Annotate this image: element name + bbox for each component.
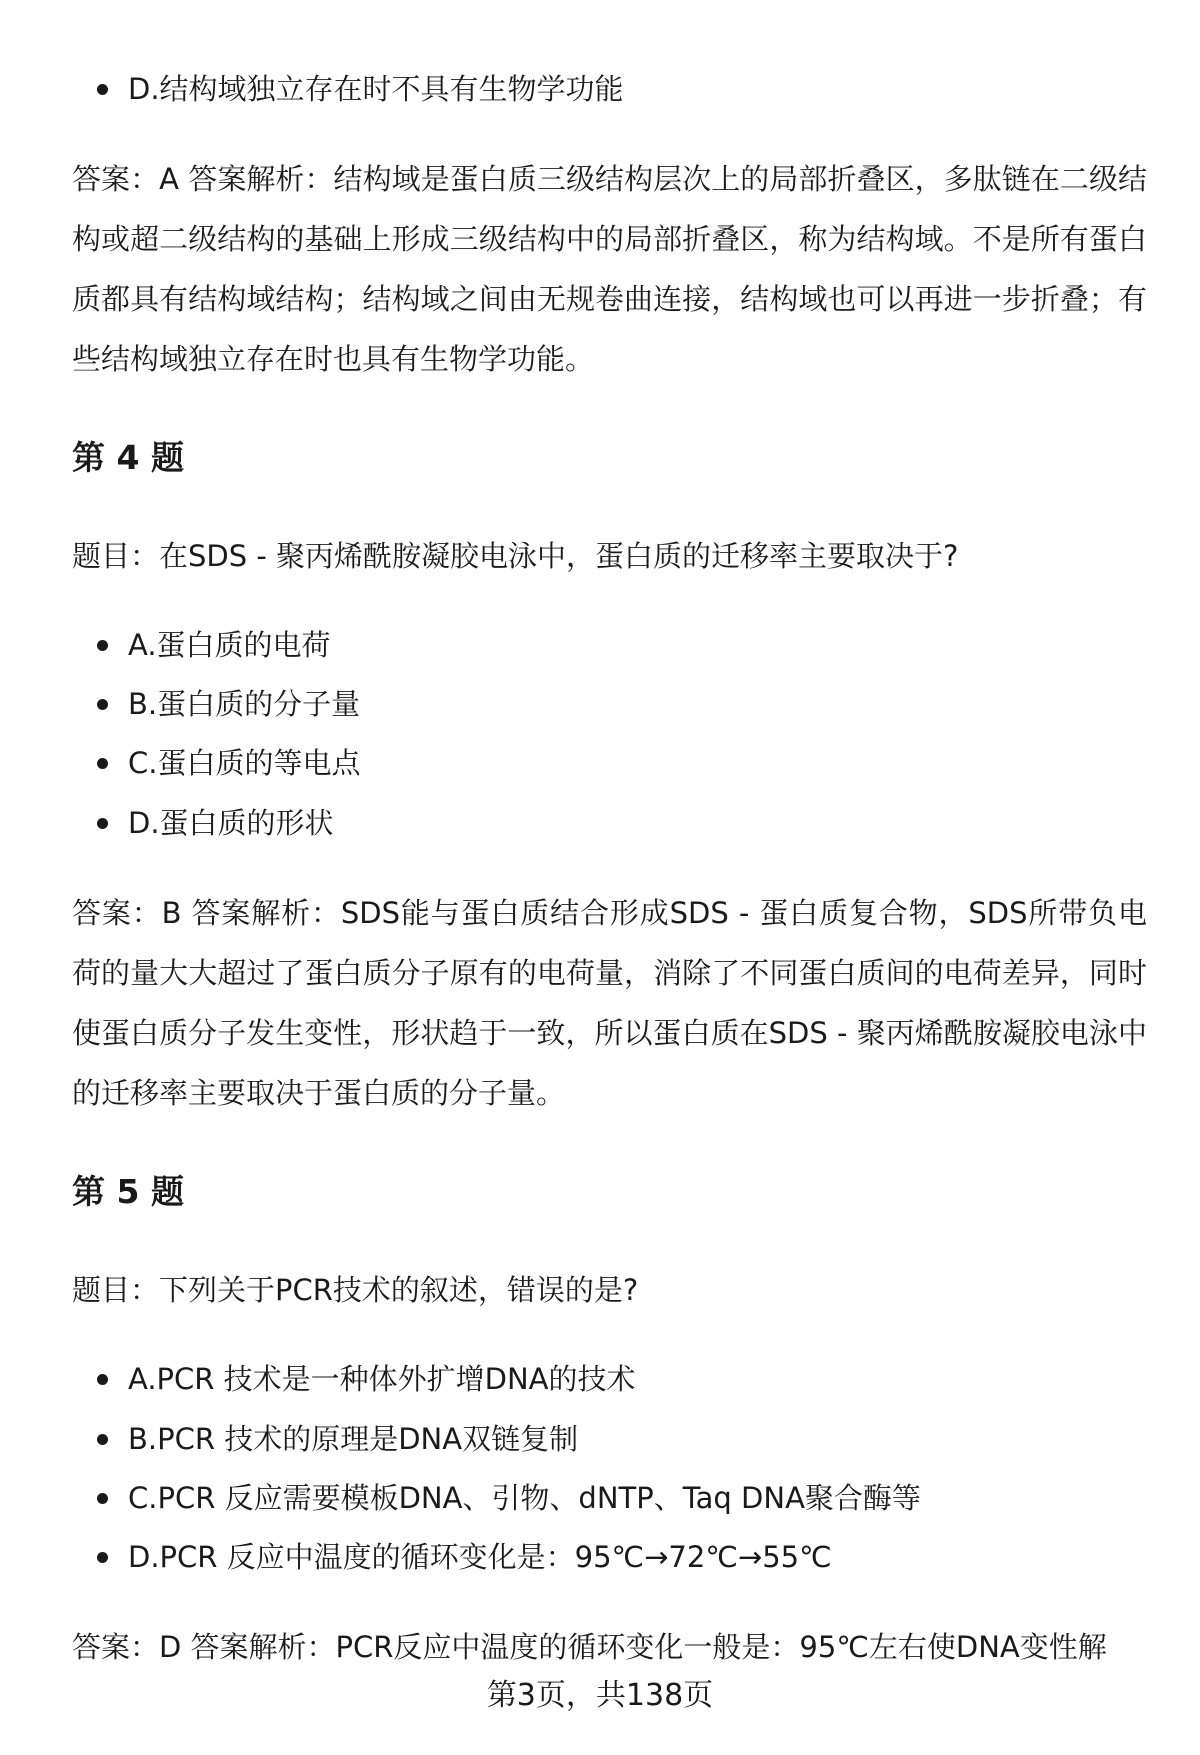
- bullet-icon: [97, 699, 108, 710]
- q3-answer: 答案：A 答案解析：结构域是蛋白质三级结构层次上的局部折叠区，多肽链在二级结构或超二级结构的基础上形成三级结构中的局部折叠区，称为结构域。不是所有蛋白质都具有结构域结构；结构域之间由无规卷曲连接，结构域也可以再进一步折叠；有些结构域独立存在时也具有生物学功能。: [72, 162, 1147, 376]
- bullet-icon: [97, 1434, 108, 1445]
- q5-option-b: B.PCR 技术的原理是DNA双链复制: [128, 1422, 579, 1456]
- q4-option-c: C.蛋白质的等电点: [128, 746, 361, 780]
- q4-answer: 答案：B 答案解析：SDS能与蛋白质结合形成SDS - 蛋白质复合物，SDS所带负电荷的量大大超过了蛋白质分子原有的电荷量，消除了不同蛋白质间的电荷差异，同时使蛋白质分子发生变性，形状趋于一致，所以蛋白质在SDS - 聚丙烯酰胺凝胶电泳中的迁移率主要取决于蛋白质的分子量。: [72, 896, 1147, 1110]
- q5-answer: 答案：D 答案解析：PCR反应中温度的循环变化一般是：95℃左右使DNA变性解: [72, 1630, 1107, 1664]
- q4-option-a: A.蛋白质的电荷: [128, 628, 331, 662]
- bullet-icon: [97, 84, 108, 95]
- q5-option-d: D.PCR 反应中温度的循环变化是：95℃→72℃→55℃: [128, 1540, 832, 1574]
- q4-heading: 第 4 题: [72, 438, 184, 477]
- q5-option-c: C.PCR 反应需要模板DNA、引物、dNTP、Taq DNA聚合酶等: [128, 1481, 921, 1515]
- q4-option-b: B.蛋白质的分子量: [128, 687, 361, 721]
- q4-option-d: D.蛋白质的形状: [128, 806, 334, 840]
- q5-heading: 第 5 题: [72, 1172, 184, 1211]
- page-indicator: 第3页，共138页: [486, 1678, 714, 1713]
- q4-question: 题目：在SDS - 聚丙烯酰胺凝胶电泳中，蛋白质的迁移率主要取决于?: [72, 539, 959, 573]
- bullet-icon: [97, 818, 108, 829]
- q5-option-a: A.PCR 技术是一种体外扩增DNA的技术: [128, 1362, 636, 1396]
- q3-option-d: D.结构域独立存在时不具有生物学功能: [128, 72, 624, 106]
- bullet-icon: [97, 758, 108, 769]
- bullet-icon: [97, 1552, 108, 1563]
- bullet-icon: [97, 640, 108, 651]
- bullet-icon: [97, 1493, 108, 1504]
- q5-question: 题目：下列关于PCR技术的叙述，错误的是?: [72, 1273, 639, 1307]
- bullet-icon: [97, 1374, 108, 1385]
